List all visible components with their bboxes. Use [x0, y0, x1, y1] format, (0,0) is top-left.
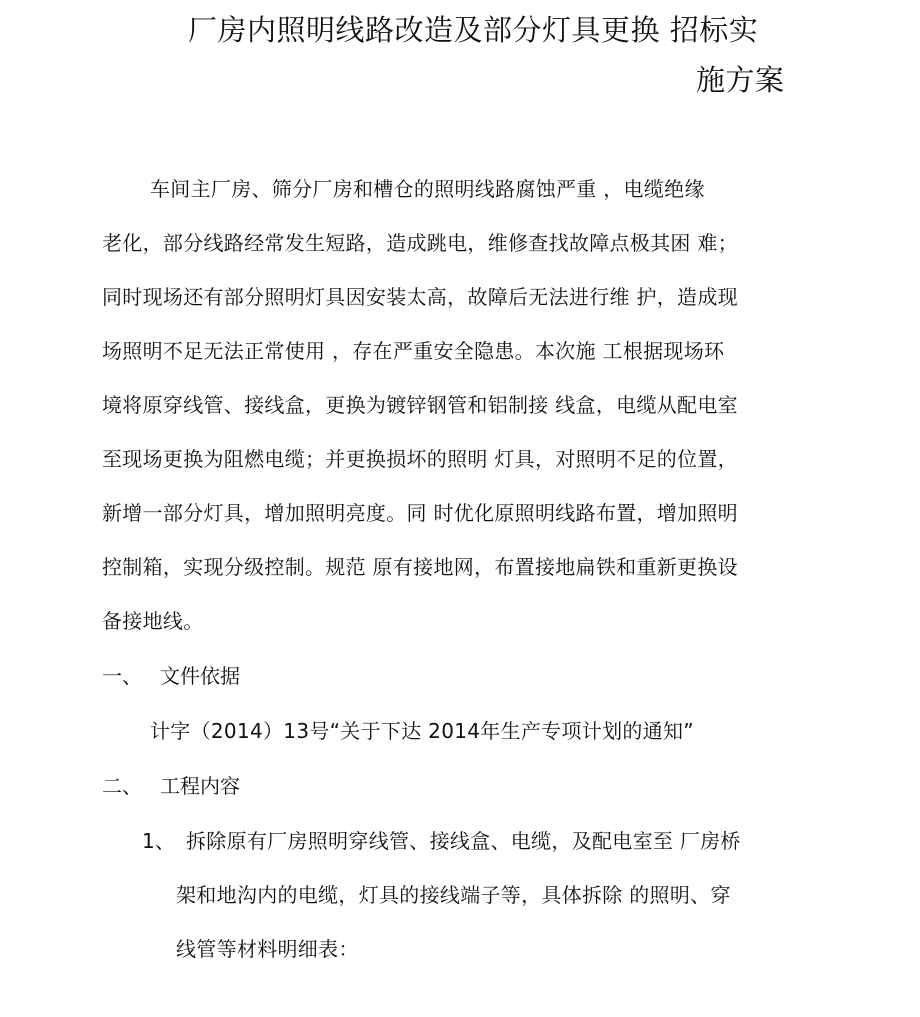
intro-line-3: 同时现场还有部分照明灯具因安装太高，故障后无法进行维 护，造成现 [102, 285, 738, 309]
document-title-line-2: 施方案 [696, 63, 785, 97]
section-2-heading [102, 770, 240, 799]
section-1-heading [102, 660, 240, 689]
document-title-line-1: 厂房内照明线路改造及部分灯具更换 招标实 [188, 13, 759, 47]
intro-line-4: 场照明不足无法正常使用 ，存在严重安全隐患。本次施 工根据现场环 [102, 339, 725, 363]
section-2-title: 工程内容 [160, 774, 240, 798]
item-1-line-3: 线管等材料明细表： [176, 937, 359, 961]
intro-line-9: 备接地线。 [102, 609, 204, 633]
intro-line-1: 车间主厂房、筛分厂房和槽仓的照明线路腐蚀严重 ，电缆绝缘 [150, 177, 705, 201]
section-2-number: 二、 [102, 774, 142, 798]
section-1-text: 计字（2014）13号“关于下达 2014年生产专项计划的通知” [150, 719, 694, 743]
section-1-title: 文件依据 [160, 664, 240, 688]
intro-line-5: 境将原穿线管、接线盒，更换为镀锌钢管和铝制接 线盒，电缆从配电室 [102, 393, 738, 417]
section-1-number: 一、 [102, 664, 142, 688]
intro-line-8: 控制箱，实现分级控制。规范 原有接地网，布置接地扁铁和重新更换设 [102, 555, 738, 579]
item-1-line-2: 架和地沟内的电缆，灯具的接线端子等，具体拆除 的照明、穿 [176, 883, 731, 907]
item-1-line-1: 拆除原有厂房照明穿线管、接线盒、电缆，及配电室至 厂房桥 [186, 829, 741, 853]
item-1-number: 1、 [142, 829, 176, 853]
intro-line-2: 老化，部分线路经常发生短路，造成跳电，维修查找故障点极其困 难； [102, 231, 738, 255]
intro-line-6: 至现场更换为阻燃电缆；并更换损坏的照明 灯具，对照明不足的位置， [102, 447, 738, 471]
intro-line-7: 新增一部分灯具，增加照明亮度。同 时优化原照明线路布置，增加照明 [102, 501, 738, 525]
